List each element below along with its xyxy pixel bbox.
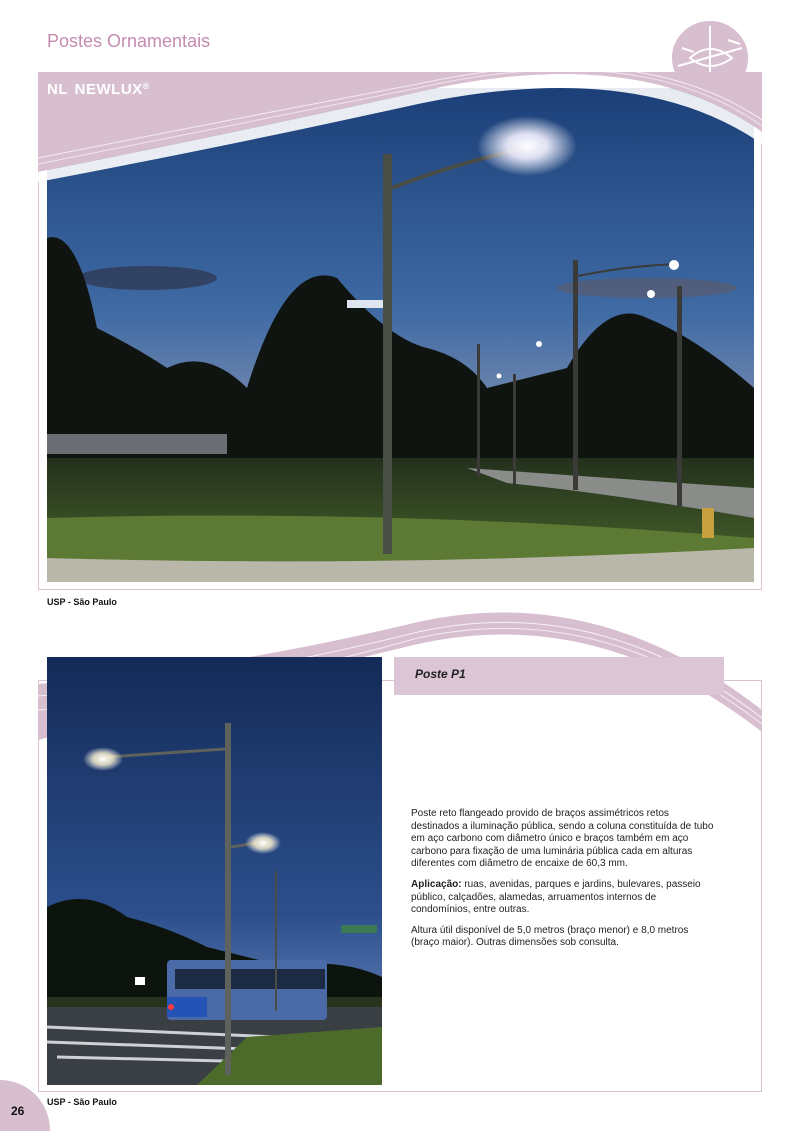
- application-label: Aplicação:: [411, 878, 462, 890]
- page-number: 26: [11, 1104, 25, 1118]
- newlux-logo: [47, 81, 150, 98]
- product-name: Poste P1: [415, 667, 466, 681]
- description-paragraph: Poste reto flangeado provido de braços assimétricos retos destinados a iluminação pública, sendo a coluna constituída de tubo em aço carbono com diâmetro único e braços também em aço carbono para fixação de uma luminária pública cada em alturas diferentes com diâmetro de encaixe de 60,3 mm.: [411, 808, 714, 870]
- logo-name: NEWLUX: [74, 81, 143, 98]
- application-paragraph: [411, 879, 716, 917]
- photo-caption-top: USP - São Paulo: [47, 597, 117, 607]
- photo-caption-bottom: USP - São Paulo: [47, 1097, 117, 1107]
- product-description: [411, 808, 716, 958]
- logo-registered: ®: [142, 81, 150, 91]
- dimensions-paragraph: Altura útil disponível de 5,0 metros (braço menor) e 8,0 metros (braço maior). Outras dimensões sob consulta.: [411, 924, 689, 949]
- night-street-photo-bottom: [47, 657, 382, 1085]
- logo-mark: NL: [47, 81, 68, 98]
- page-title: Postes Ornamentais: [47, 31, 211, 51]
- application-text: ruas, avenidas, parques e jardins, bulevares, passeio público, calçadões, alamedas, arruamentos internos de condomínios, entre outras.: [411, 878, 701, 916]
